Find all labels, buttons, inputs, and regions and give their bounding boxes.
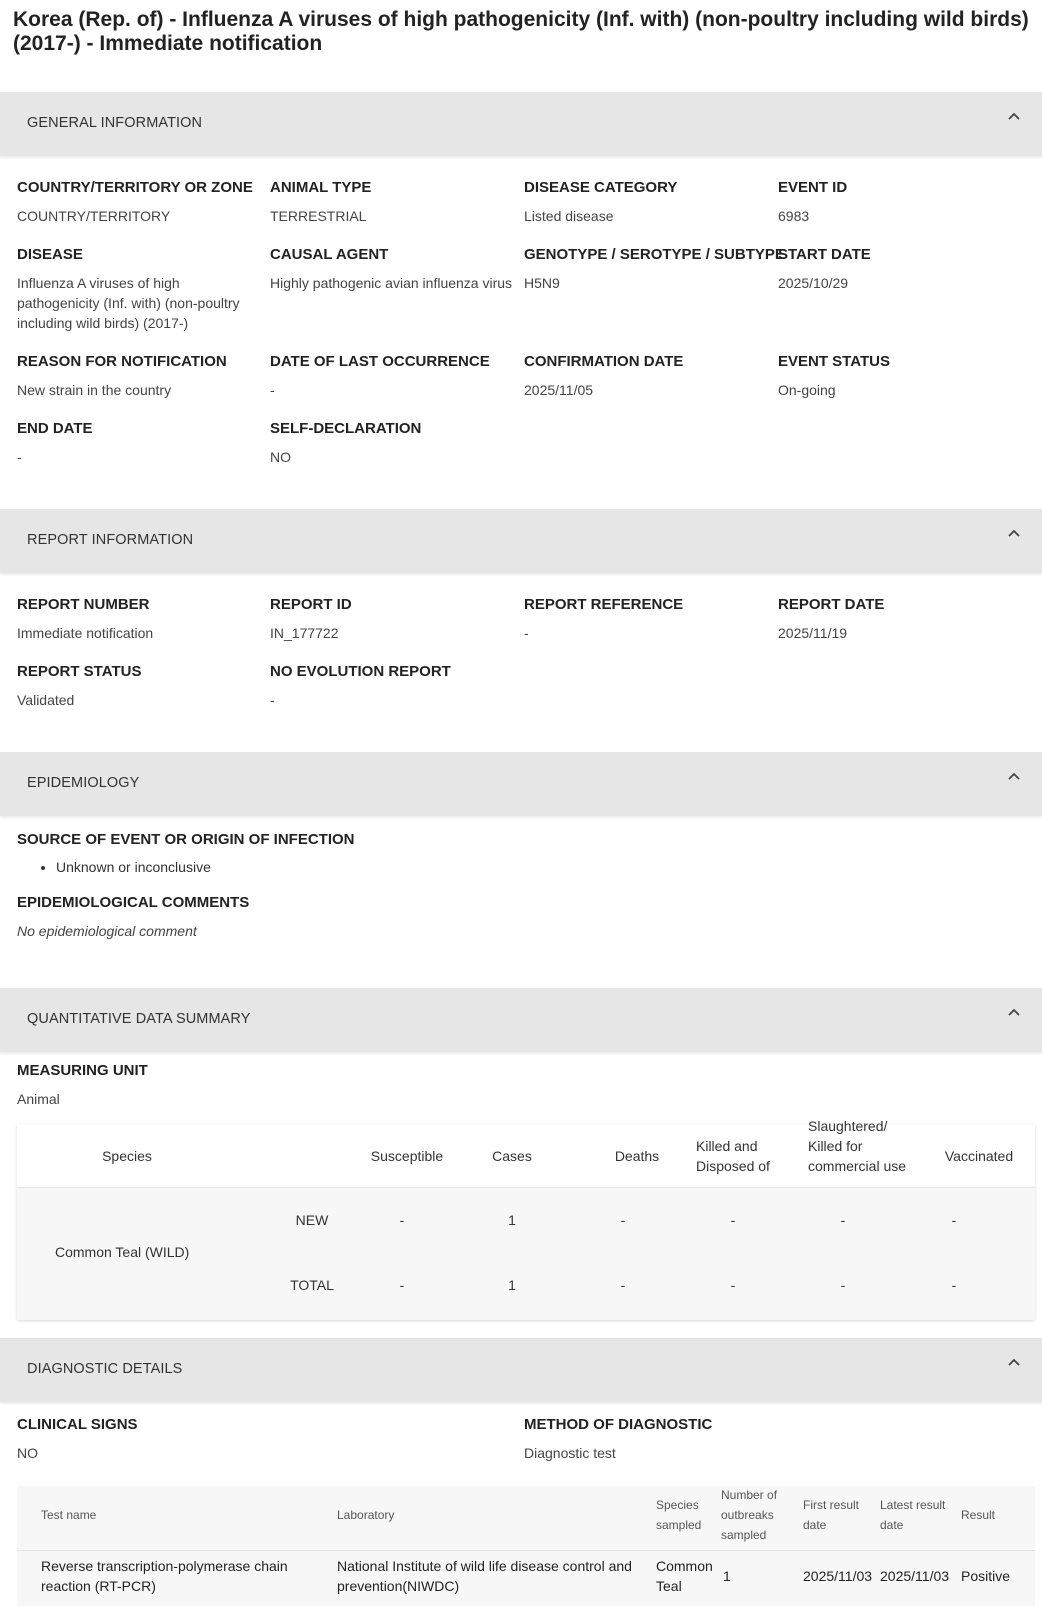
chevron-up-icon[interactable] (1006, 1355, 1022, 1371)
field-method-of-diagnostic (524, 1416, 824, 1463)
column-header-result: Result (961, 1508, 996, 1522)
column-header-slaughtered: Slaughtered/ Killed for commercial use (808, 1118, 907, 1174)
section-header-general-information[interactable] (0, 92, 1042, 156)
field-label: DISEASE (17, 246, 83, 263)
field-label: REPORT NUMBER (17, 596, 150, 613)
column-header-laboratory: Laboratory (337, 1508, 395, 1522)
field-genotype (524, 246, 785, 293)
section-header-epidemiology[interactable] (0, 752, 1042, 816)
column-header-killed: Killed and Disposed of (696, 1138, 770, 1174)
field-label: REPORT ID (270, 596, 352, 613)
cell-outbreaks-sampled: 1 (723, 1568, 731, 1584)
field-label: REASON FOR NOTIFICATION (17, 353, 227, 370)
field-value: Highly pathogenic avian influenza virus (270, 275, 513, 291)
field-value: On-going (778, 382, 836, 398)
field-label: DATE OF LAST OCCURRENCE (270, 353, 490, 370)
field-self-declaration (270, 420, 510, 467)
field-event-id (778, 179, 1018, 226)
cell-result: Positive (961, 1568, 1011, 1584)
field-causal-agent (270, 246, 515, 293)
section-title: DIAGNOSTIC DETAILS (27, 1361, 183, 1377)
field-value: No epidemiological comment (17, 923, 197, 939)
field-value: 2025/10/29 (778, 275, 849, 291)
field-value: - (17, 449, 22, 465)
chevron-up-icon[interactable] (1006, 769, 1022, 785)
species-name: Common Teal (WILD) (55, 1244, 190, 1260)
cell-slaughtered: - (840, 1212, 846, 1228)
cell-cases: 1 (508, 1277, 516, 1293)
field-value: Diagnostic test (524, 1445, 616, 1461)
chevron-up-icon[interactable] (1006, 109, 1022, 125)
column-header-cases: Cases (492, 1148, 532, 1164)
field-no-evolution-report (270, 663, 510, 710)
page-title: Korea (Rep. of) - Influenza A viruses of high pathogenicity (Inf. with) (non-poultry including wild birds) (2017-) - Immediate notification (13, 8, 1029, 55)
field-end-date (17, 420, 257, 467)
field-confirmation-date (524, 353, 764, 400)
source-list (40, 859, 211, 875)
cell-latest-result-date: 2025/11/03 (880, 1568, 950, 1584)
field-epidemiological-comments (17, 894, 517, 941)
field-value: New strain in the country (17, 382, 172, 398)
field-source-of-event (17, 831, 517, 849)
field-label: SOURCE OF EVENT OR ORIGIN OF INFECTION (17, 831, 355, 848)
cell-species-sampled: Common Teal (656, 1558, 713, 1594)
field-label: REPORT STATUS (17, 663, 142, 680)
column-header-species: Species (102, 1148, 152, 1164)
field-value: - (270, 382, 275, 398)
field-label: REPORT DATE (778, 596, 885, 613)
row-type-total: TOTAL (290, 1277, 334, 1293)
field-label: SELF-DECLARATION (270, 420, 422, 437)
field-value: 6983 (778, 208, 810, 224)
field-label: START DATE (778, 246, 871, 263)
field-value: Validated (17, 692, 75, 708)
field-disease (17, 246, 262, 333)
section-header-diagnostic-details[interactable] (0, 1338, 1042, 1402)
cell-vaccinated: - (951, 1277, 957, 1293)
cell-deaths: - (620, 1277, 626, 1293)
field-label: METHOD OF DIAGNOSTIC (524, 1416, 713, 1433)
cell-cases: 1 (508, 1212, 516, 1228)
field-animal-type (270, 179, 510, 226)
cell-killed: - (730, 1277, 736, 1293)
field-label: EVENT ID (778, 179, 848, 196)
field-value: - (524, 625, 529, 641)
cell-laboratory: National Institute of wild life disease control and prevention(NIWDC) (337, 1558, 632, 1594)
section-header-quantitative-data-summary[interactable] (0, 988, 1042, 1052)
field-disease-category (524, 179, 764, 226)
cell-susceptible: - (399, 1277, 405, 1293)
row-type-new: NEW (295, 1212, 329, 1228)
cell-susceptible: - (399, 1212, 405, 1228)
field-value: Listed disease (524, 208, 614, 224)
field-label: CLINICAL SIGNS (17, 1416, 138, 1433)
field-value: 2025/11/19 (778, 625, 848, 641)
field-label: EVENT STATUS (778, 353, 890, 370)
field-value: H5N9 (524, 275, 560, 291)
list-item: • Unknown or inconclusive (56, 859, 211, 875)
field-value: NO (270, 449, 291, 465)
diagnostic-table (17, 1486, 1035, 1606)
field-value: - (270, 692, 275, 708)
field-value: Immediate notification (17, 625, 154, 641)
field-clinical-signs (17, 1416, 317, 1463)
section-title: GENERAL INFORMATION (27, 115, 203, 131)
field-value: NO (17, 1445, 38, 1461)
field-label: COUNTRY/TERRITORY OR ZONE (17, 179, 253, 196)
field-report-status (17, 663, 257, 710)
chevron-up-icon[interactable] (1006, 1005, 1022, 1021)
column-header-outbreaks-sampled: Number of outbreaks sampled (721, 1488, 778, 1542)
field-report-reference (524, 596, 764, 643)
field-label: ANIMAL TYPE (270, 179, 372, 196)
field-value: COUNTRY/TERRITORY (17, 208, 171, 224)
cell-vaccinated: - (951, 1212, 957, 1228)
column-header-deaths: Deaths (614, 1148, 660, 1164)
field-label: CAUSAL AGENT (270, 246, 389, 263)
field-value: 2025/11/05 (524, 382, 594, 398)
field-value: Influenza A viruses of high pathogenicity (Inf. with) (non-poultry including wild birds) (2017-) (17, 275, 240, 331)
field-reason (17, 353, 257, 400)
column-header-first-result-date: First result date (803, 1498, 860, 1532)
field-label: NO EVOLUTION REPORT (270, 663, 451, 680)
column-header-species-sampled: Species sampled (656, 1498, 702, 1532)
field-label: MEASURING UNIT (17, 1062, 148, 1079)
field-value: Animal (17, 1091, 60, 1107)
field-label: CONFIRMATION DATE (524, 353, 684, 370)
field-country (17, 179, 257, 226)
field-measuring-unit (17, 1062, 317, 1109)
section-header-report-information[interactable] (0, 509, 1042, 573)
section-title: EPIDEMIOLOGY (27, 775, 140, 791)
field-label: DISEASE CATEGORY (524, 179, 678, 196)
quantitative-table (17, 1118, 1035, 1320)
column-header-vaccinated: Vaccinated (944, 1148, 1014, 1164)
field-value: IN_177722 (270, 625, 339, 641)
cell-killed: - (730, 1212, 736, 1228)
cell-slaughtered: - (840, 1277, 846, 1293)
column-header-latest-result-date: Latest result date (880, 1498, 946, 1532)
field-report-date (778, 596, 1018, 643)
cell-deaths: - (620, 1212, 626, 1228)
field-value: TERRESTRIAL (270, 208, 367, 224)
field-last-occurrence (270, 353, 510, 400)
field-event-status (778, 353, 1018, 400)
field-report-id (270, 596, 510, 643)
row-divider (17, 1550, 1035, 1551)
chevron-up-icon[interactable] (1006, 526, 1022, 542)
field-label: EPIDEMIOLOGICAL COMMENTS (17, 894, 250, 911)
column-header-susceptible: Susceptible (370, 1148, 444, 1164)
field-label: GENOTYPE / SEROTYPE / SUBTYPE (524, 246, 785, 263)
field-report-number (17, 596, 257, 643)
field-start-date (778, 246, 1018, 293)
section-title: REPORT INFORMATION (27, 532, 194, 548)
field-label: REPORT REFERENCE (524, 596, 684, 613)
cell-test-name: Reverse transcription-polymerase chain reaction (RT-PCR) (41, 1558, 288, 1594)
section-title: QUANTITATIVE DATA SUMMARY (27, 1011, 251, 1027)
column-header-test-name: Test name (41, 1508, 97, 1522)
cell-first-result-date: 2025/11/03 (803, 1568, 873, 1584)
field-label: END DATE (17, 420, 93, 437)
